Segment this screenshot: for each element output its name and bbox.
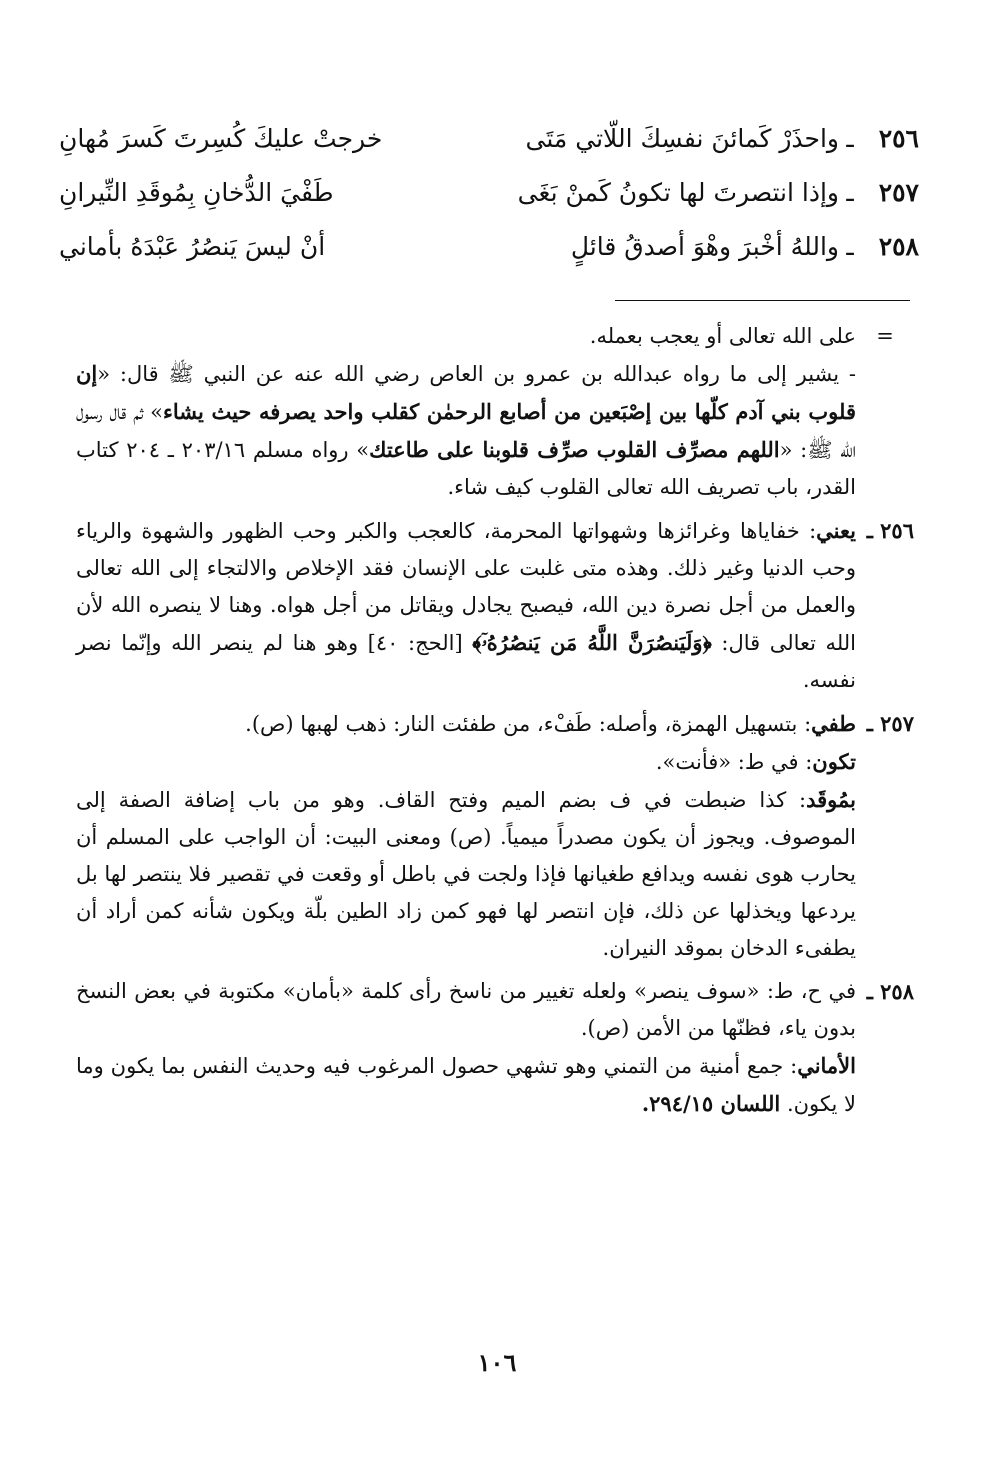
verse-number: ٢٥٨ <box>878 232 919 261</box>
footnote-paragraph <box>76 1047 856 1123</box>
term: الأماني <box>797 1053 856 1078</box>
footnote-number: ٢٥٧ ـ <box>866 711 914 736</box>
footnote-paragraph <box>76 781 856 967</box>
footnote-body <box>76 973 856 1123</box>
footnote-line: على الله تعالى أو يعجب بعمله. <box>589 324 856 348</box>
footnote-paragraph <box>76 512 856 699</box>
term: بمُوقَد <box>806 787 856 812</box>
continuation-marker: = <box>876 324 894 348</box>
text: » ثم قال رسول الله ﷺ: « <box>76 400 856 462</box>
text: - يشير إلى ما رواه عبدالله بن عمرو بن العاص رضي الله عنه عن النبي ﷺ قال: « <box>97 362 856 386</box>
footnote-paragraph <box>76 705 856 743</box>
footnote-separator <box>615 300 910 301</box>
text: : خفاياها وغرائزها وشهواتها المحرمة، كالعجب والكبر وحب الظهور والشهوة والرياء وحب الدنيا وغير ذلك. وهذه متى غلبت على الإنسان فقد الإخلاص والالتجاء إلى الله تعالى والعمل من أجل نصرة دين الله، فيصبح يجادل ويقاتل من أجل هواه. وهنا لا ينصره الله لأن الله تعالى قال: <box>76 519 857 655</box>
term: تكون <box>812 749 856 774</box>
verse-number: ٢٥٦ <box>878 124 919 153</box>
verse-second-hemistich: طَفْيَ الدُّخانِ بِمُوقَدِ النِّيرانِ <box>59 178 334 207</box>
verse-dash: ـ <box>846 178 854 207</box>
verse-257 <box>49 166 919 220</box>
verse-first-hemistich: واللهُ أخْبرَ وهْوَ أصدقُ قائلٍ <box>570 232 839 261</box>
text: [الحج: ٤٠] وهو هنا لم ينصر الله وإنّما نصر نفسه. <box>76 631 856 692</box>
footnote-paragraph <box>76 355 856 506</box>
page-number: ١٠٦ <box>477 1348 517 1377</box>
reference: اللسان ٢٩٤/١٥. <box>641 1091 781 1116</box>
footnote-number: ٢٥٨ ـ <box>866 979 914 1004</box>
verse-second-hemistich: أنْ ليسَ يَنصُرُ عَبْدَهُ بأماني <box>59 232 326 261</box>
verse-number: ٢٥٧ <box>878 178 919 207</box>
footnote-continuation <box>76 318 914 506</box>
hadith-text: اللهم مصرِّف القلوب صرِّف قلوبنا على طاعتك <box>369 437 780 462</box>
footnote-paragraph: في ح، ط: «سوف ينصر» ولعله تغيير من ناسخ رأى كلمة «بأمان» مكتوبة في بعض النسخ بدون ياء، فظنّها من الأمن (ص). <box>76 979 856 1040</box>
footnote-body <box>76 318 856 506</box>
footnote-paragraph <box>76 743 856 781</box>
footnote-257 <box>76 705 914 967</box>
footnote-256 <box>76 512 914 699</box>
term: طفي <box>811 711 856 736</box>
footnote-body <box>76 705 856 967</box>
verse-section <box>49 112 919 274</box>
footnote-number: ٢٥٦ ـ <box>866 518 914 543</box>
verse-dash: ـ <box>846 124 854 153</box>
verse-first-hemistich: وإذا انتصرتَ لها تكونُ كَمنْ بَغَى <box>517 178 839 207</box>
text: : بتسهيل الهمزة، وأصله: طَفْء، من طفئت النار: ذهب لهبها (ص). <box>245 712 812 736</box>
text: : في ط: «فأنت». <box>655 750 813 774</box>
footnotes <box>76 318 914 1129</box>
verse-258 <box>49 220 919 274</box>
verse-256 <box>49 112 919 166</box>
verse-dash: ـ <box>846 232 854 261</box>
term: يعني <box>816 518 856 543</box>
verse-first-hemistich: واحذَرْ كَمائنَ نفسِكَ اللّاتي مَتَى <box>525 124 839 153</box>
quran-quote: ﴿وَلَيَنصُرَنَّ اللَّهُ مَن يَنصُرُهُۥٓ﴾ <box>472 630 712 655</box>
hadith-text: إن قلوب بني آدم كلّها بين إصْبَعين من أصابع الرحمٰن كقلب واحد يصرفه حيث يشاء <box>76 361 856 424</box>
footnote-258 <box>76 973 914 1123</box>
text: » رواه مسلم ٢٠٣/١٦ ـ ٢٠٤ كتاب القدر، باب تصريف الله تعالى القلوب كيف شاء. <box>76 438 856 499</box>
footnote-body <box>76 512 856 699</box>
text: : جمع أمنية من التمني وهو تشهي حصول المرغوب فيه وحديث النفس بما يكون وما لا يكون. <box>76 1054 856 1116</box>
verse-second-hemistich: خرجتْ عليكَ كُسِرتَ كَسرَ مُهانِ <box>59 124 383 153</box>
text: : كذا ضبطت في ف بضم الميم وفتح القاف. وهو من باب إضافة الصفة إلى الموصوف. ويجوز أن يكون مصدراً ميمياً. (ص) ومعنى البيت: أن الواجب على المسلم أن يحارب هوى نفسه ويدافع طغيانها فإذا ولجت في باطل أو وقعت في تقصير فلا ينتصر لها بل يردعها ويخذلها عن ذلك، فإن انتصر لها فهو كمن زاد الطين بلّة ويكون شأنه كمن أراد أن يطفىء الدخان بموقد النيران. <box>76 788 856 960</box>
